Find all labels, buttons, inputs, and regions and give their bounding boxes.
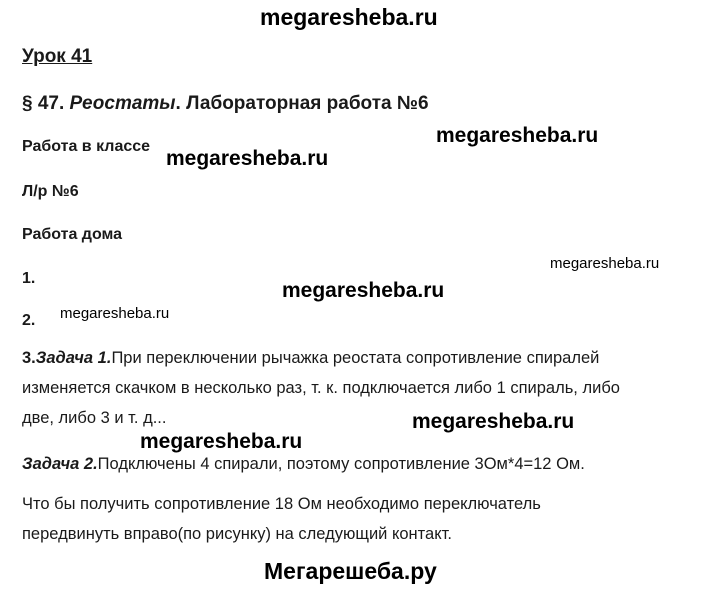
task1-line-1 [22,349,599,368]
section-rest: . Лабораторная работа №6 [175,93,429,114]
watermark-small-left: megaresheba.ru [60,305,170,322]
section-prefix: § 47. [22,93,70,114]
task1-line-3: две, либо 3 и т. д... [22,409,167,427]
home-item-2: 2. [22,312,36,329]
watermark-center-mid: megaresheba.ru [282,279,445,302]
task1-label: Задача 1. [35,349,112,367]
task2-label: Задача 2. [22,455,98,473]
task1-number: 3. [22,349,36,367]
task2-text: Подключены 4 спирали, поэтому сопротивление 3Ом*4=12 Ом. [97,455,585,473]
task2-line [22,455,585,474]
watermark-right-1: megaresheba.ru [436,124,599,147]
lesson-title: Урок 41 [22,46,93,67]
watermark-after-class-work: megaresheba.ru [166,147,329,170]
note-line-1: Что бы получить сопротивление 18 Ом необходимо переключатель [22,495,541,513]
section-heading [22,93,429,115]
section-italic-title: Реостаты [69,93,176,114]
watermark-top: megaresheba.ru [260,4,438,30]
class-work-heading: Работа в классе [22,138,151,155]
home-item-1: 1. [22,270,36,287]
watermark-bottom: Мегарешеба.ру [264,558,437,584]
watermark-left-2: megaresheba.ru [140,430,303,453]
note-line-2: передвинуть вправо(по рисунку) на следующий контакт. [22,525,452,543]
home-work-heading: Работа дома [22,226,123,243]
task1-line-2: изменяется скачком в несколько раз, т. к. подключается либо 1 спираль, либо [22,379,620,397]
lab-work-number: Л/р №6 [22,183,79,200]
watermark-right-2: megaresheba.ru [412,410,575,433]
task1-text-1: При переключении рычажка реостата сопротивление спиралей [111,349,600,367]
watermark-small-right: megaresheba.ru [550,255,660,272]
